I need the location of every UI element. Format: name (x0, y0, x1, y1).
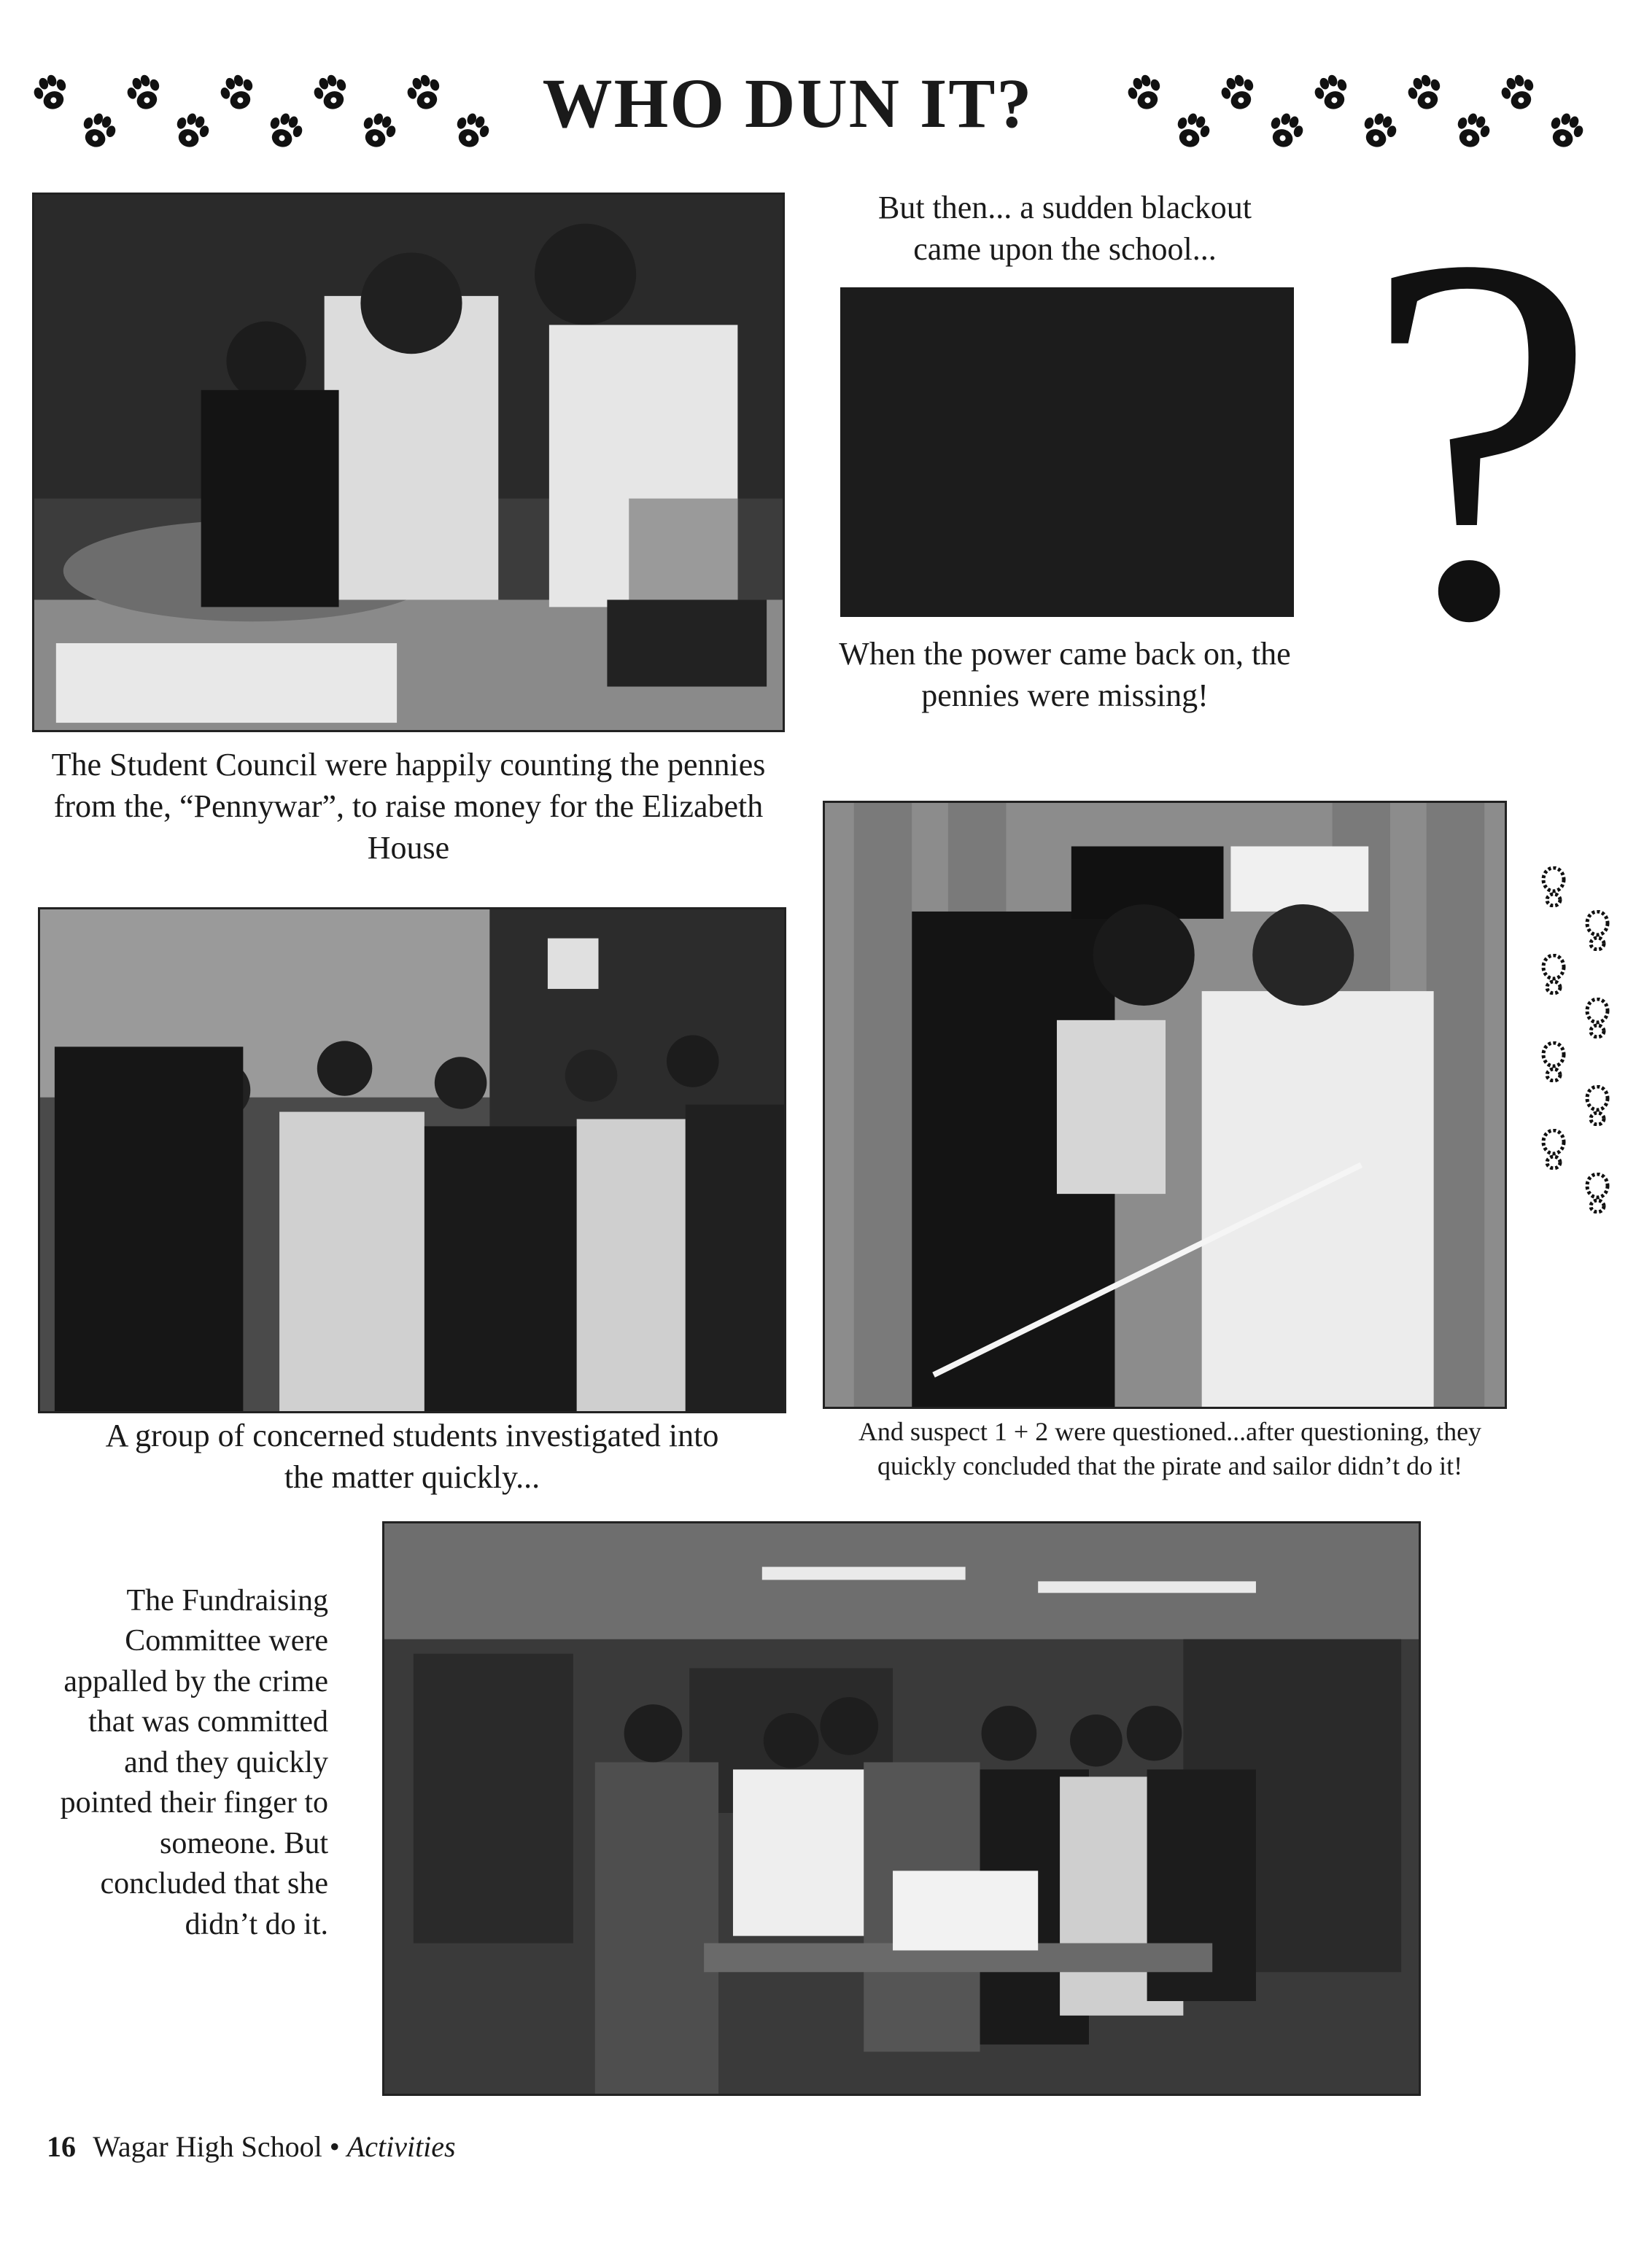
paw-print-icon (350, 104, 406, 160)
paw-print-icon (1304, 66, 1360, 122)
question-mark: ? (1364, 147, 1597, 729)
paw-print-icon (163, 104, 220, 160)
paw-print-icon (210, 66, 266, 122)
concerned-students-photo (38, 907, 786, 1413)
shoe-print-icon (1539, 1041, 1568, 1082)
fundraising-caption: The Fundraising Committee were appalled by the crime that was committed and they quickly pointed their finger to someone. But concluded that she didn’t do it. (60, 1584, 328, 1941)
paw-print-icon (1397, 66, 1454, 122)
page-number: 16 (47, 2130, 76, 2163)
shoe-print-icon (1539, 866, 1568, 907)
page-title: WHO DUN IT? (542, 64, 1034, 142)
student-council-photo-art (34, 195, 783, 730)
suspects-caption: And suspect 1 + 2 were questioned...after questioning, they quickly concluded that the pirate and sailor didn’t do it! (858, 1417, 1482, 1480)
section-name: Activities (346, 2130, 456, 2163)
school-name: Wagar High School • (93, 2130, 340, 2163)
shoe-print-icon (1583, 998, 1612, 1038)
paw-print-icon (117, 66, 173, 122)
paw-print-icon (1491, 66, 1547, 122)
paw-print-icon (1257, 104, 1314, 160)
shoe-print-icon (1583, 1173, 1612, 1213)
paw-print-icon (1211, 66, 1267, 122)
suspects-photo (823, 801, 1507, 1409)
paw-print-icon (303, 66, 360, 122)
paw-print-icon (1164, 104, 1220, 160)
paw-print-icon (443, 104, 500, 160)
paw-print-icon (70, 104, 126, 160)
suspects-photo-art (825, 803, 1505, 1407)
paw-print-icon (23, 66, 80, 122)
shoe-print-icon (1583, 910, 1612, 951)
fundraising-photo-art (384, 1523, 1419, 2094)
blackout-bottom-text: When the power came back on, the pennies were missing! (839, 636, 1291, 714)
paw-print-icon (397, 66, 453, 122)
shoe-print-icon (1539, 954, 1568, 995)
shoe-print-icon (1583, 1085, 1612, 1126)
blackout-panel (840, 287, 1294, 617)
student-council-caption: The Student Council were happily counting the pennies from the, “Pennywar”, to raise money for the Elizabeth House (51, 747, 766, 866)
paw-print-icon (257, 104, 313, 160)
shoe-print-icon (1539, 1129, 1568, 1170)
paw-print-icon (1117, 66, 1174, 122)
concerned-students-photo-art (40, 909, 784, 1411)
blackout-top-text: But then... a sudden blackout came upon the school... (877, 190, 1252, 268)
student-council-photo (32, 193, 785, 732)
concerned-students-caption: A group of concerned students investigated into the matter quickly... (105, 1418, 719, 1496)
page-footer (47, 2129, 456, 2164)
fundraising-photo (382, 1521, 1421, 2096)
